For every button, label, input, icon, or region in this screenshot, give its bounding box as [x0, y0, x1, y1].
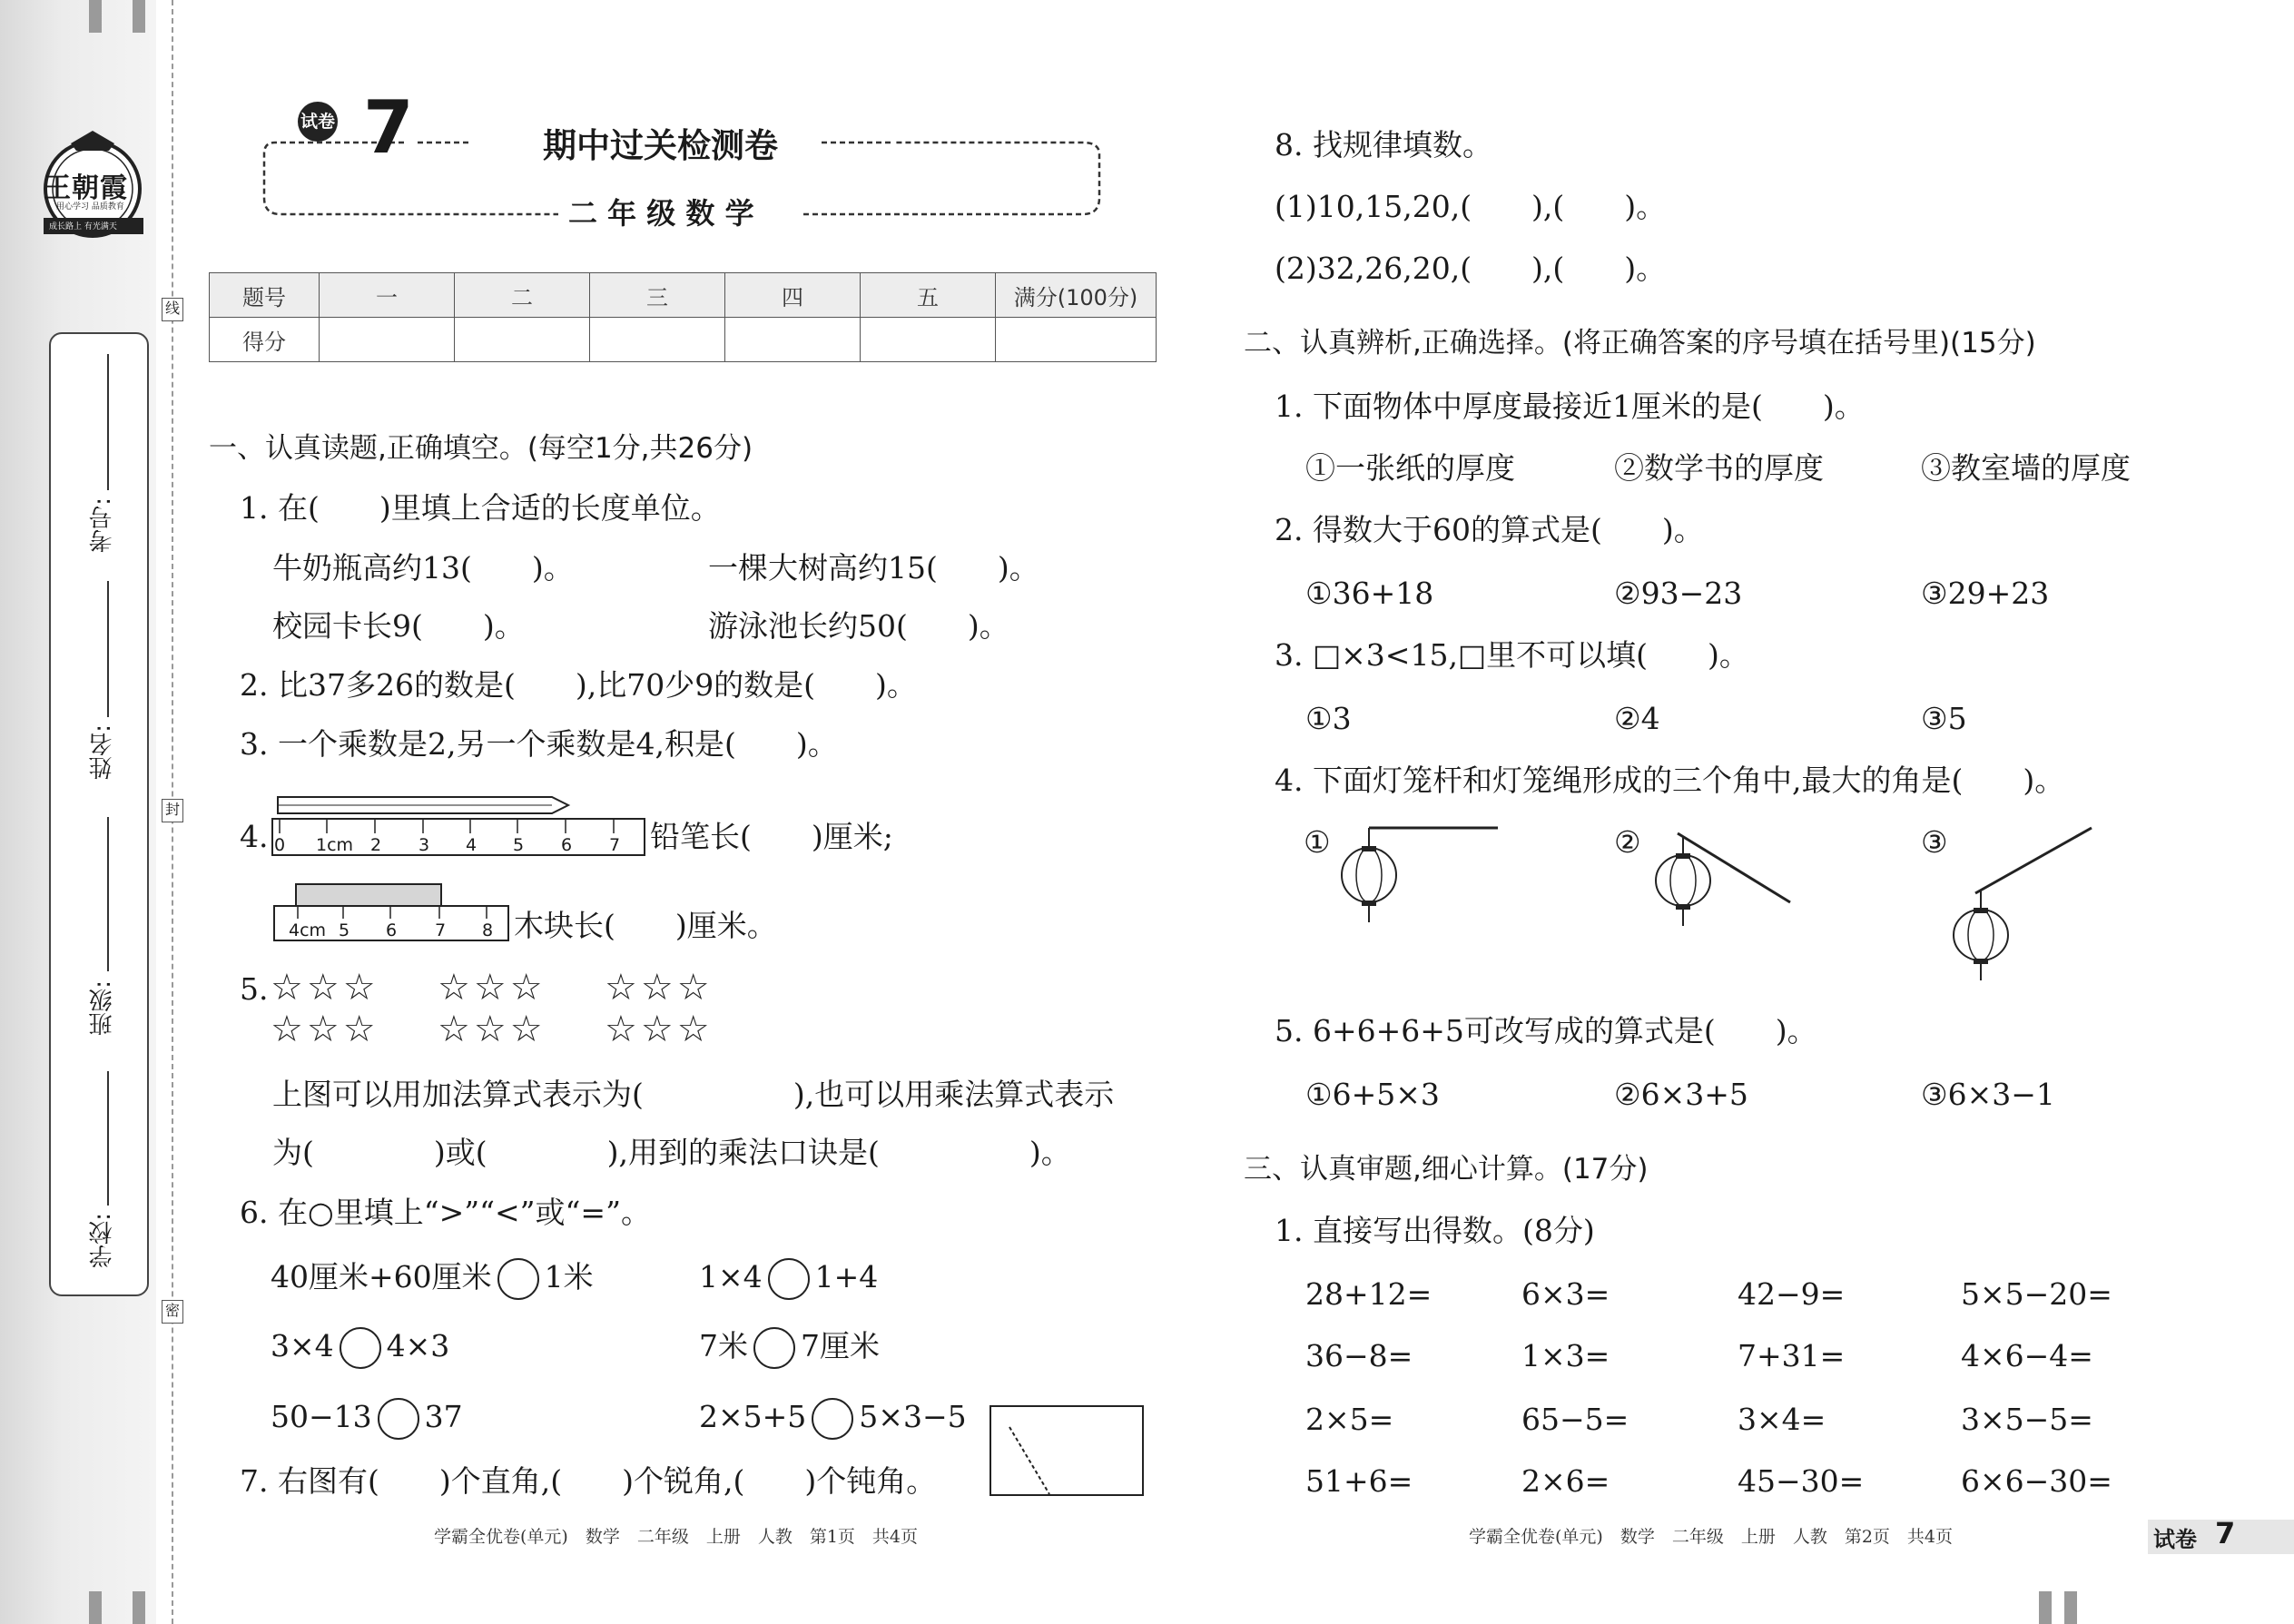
class-label: 班级: — [89, 980, 116, 1036]
question-1d: 游泳池长约50( )。 — [708, 608, 1009, 644]
exam-number-line[interactable] — [107, 354, 109, 490]
compare-item-2 — [699, 1258, 878, 1300]
footer-right: 学霸全优卷(单元) 数学 二年级 上册 人教 第2页 共4页 — [1469, 1527, 1954, 1547]
question-4a: 铅笔长( )厘米; — [650, 819, 893, 854]
lantern-option-label[interactable]: ② — [1614, 824, 1641, 860]
compare-right: 1+4 — [814, 1259, 879, 1294]
ruler-2-tick: 4cm — [289, 920, 327, 940]
compare-item-1 — [271, 1258, 594, 1300]
choice-2-option[interactable]: ②93−23 — [1614, 576, 1743, 611]
choice-1-option[interactable]: ③教室墙的厚度 — [1921, 450, 2131, 486]
corner-badge-label: 试卷 — [2153, 1527, 2197, 1552]
compare-circle[interactable] — [378, 1398, 419, 1440]
question-6: 6. 在○里填上“>”“<”或“=”。 — [240, 1195, 651, 1230]
ruler-2-tick: 7 — [435, 920, 447, 940]
section-1-heading: 一、认真读题,正确填空。(每空1分,共26分) — [209, 432, 753, 465]
score-input-cell[interactable] — [861, 318, 996, 362]
ruler-1-tick: 7 — [609, 835, 621, 855]
section-2-heading: 二、认真辨析,正确选择。(将正确答案的序号填在括号里)(15分) — [1244, 327, 2036, 359]
calc-item: 42−9= — [1738, 1276, 1846, 1312]
question-5-number: 5. — [240, 971, 269, 1007]
ruler-1-tick: 2 — [370, 835, 382, 855]
calc-item: 7+31= — [1738, 1338, 1846, 1373]
compare-left: 3×4 — [271, 1328, 334, 1363]
calc-question-1: 1. 直接写出得数。(8分) — [1275, 1213, 1595, 1248]
score-input-cell[interactable] — [996, 318, 1157, 362]
score-head-cell: 满分(100分) — [996, 273, 1157, 318]
lantern-option-label[interactable]: ① — [1304, 824, 1331, 860]
compare-left: 40厘米+60厘米 — [271, 1259, 492, 1294]
name-label: 姓名: — [89, 724, 116, 780]
calc-item: 2×6= — [1521, 1463, 1610, 1499]
footer-left: 学霸全优卷(单元) 数学 二年级 上册 人教 第1页 共4页 — [434, 1527, 919, 1547]
question-8: 8. 找规律填数。 — [1275, 127, 1492, 162]
lantern-figure-1 — [1334, 821, 1507, 930]
page-title: 期中过关检测卷 — [543, 126, 778, 165]
choice-3-option[interactable]: ③5 — [1921, 701, 1967, 736]
compare-left: 1×4 — [699, 1259, 763, 1294]
score-head-cell: 五 — [861, 273, 996, 318]
crop-mark — [133, 0, 145, 33]
calc-item: 51+6= — [1305, 1463, 1413, 1499]
score-input-cell[interactable] — [725, 318, 861, 362]
compare-circle[interactable] — [768, 1258, 810, 1300]
choice-3-option[interactable]: ②4 — [1614, 701, 1660, 736]
choice-1-option[interactable]: ①一张纸的厚度 — [1305, 450, 1515, 486]
lantern-figure-2 — [1645, 821, 1817, 930]
score-value-row — [210, 318, 1157, 362]
question-4-number: 4. — [240, 819, 269, 854]
choice-2-option[interactable]: ③29+23 — [1921, 576, 2050, 611]
crop-mark — [2064, 1591, 2077, 1624]
compare-right: 37 — [424, 1399, 463, 1434]
question-1c: 校园卡长9( )。 — [272, 608, 525, 644]
ruler-2-tick: 5 — [339, 920, 350, 940]
exam-number-label: 考号: — [89, 497, 116, 553]
seal-mark-seal: 封 — [162, 799, 183, 822]
logo-motto: 成长路上 有光满天 — [49, 222, 117, 231]
calc-item: 3×5−5= — [1961, 1402, 2093, 1437]
ruler-1-tick: 6 — [561, 835, 573, 855]
question-7: 7. 右图有( )个直角,( )个锐角,( )个钝角。 — [240, 1463, 937, 1499]
section-3-heading: 三、认真审题,细心计算。(17分) — [1244, 1153, 1649, 1186]
ruler-2-tick: 6 — [386, 920, 398, 940]
page-subtitle: 二 年 级 数 学 — [568, 196, 754, 231]
choice-3-option[interactable]: ①3 — [1305, 701, 1352, 736]
score-head-cell: 三 — [590, 273, 725, 318]
choice-2: 2. 得数大于60的算式是( )。 — [1275, 512, 1704, 547]
score-header-row — [210, 273, 1157, 318]
star-group: ☆☆☆ — [438, 967, 546, 1009]
choice-5-option[interactable]: ①6+5×3 — [1305, 1077, 1440, 1112]
score-input-cell[interactable] — [455, 318, 590, 362]
logo-text: 王朝霞 — [44, 172, 128, 204]
calc-item: 1×3= — [1521, 1338, 1610, 1373]
ruler-1-tick: 4 — [466, 835, 478, 855]
compare-circle[interactable] — [340, 1327, 381, 1369]
compare-left: 2×5+5 — [699, 1399, 807, 1434]
school-line[interactable] — [107, 1071, 109, 1206]
crop-mark — [2039, 1591, 2052, 1624]
name-line[interactable] — [107, 581, 109, 717]
calc-item: 28+12= — [1305, 1276, 1433, 1312]
choice-2-option[interactable]: ①36+18 — [1305, 576, 1434, 611]
calc-item: 4×6−4= — [1961, 1338, 2093, 1373]
star-group: ☆☆☆ — [605, 1009, 714, 1050]
question-1a: 牛奶瓶高约13( )。 — [272, 550, 574, 586]
seal-mark-line: 线 — [162, 298, 183, 321]
compare-item-6 — [699, 1398, 967, 1440]
lantern-option-label[interactable]: ③ — [1921, 824, 1948, 860]
compare-left: 50−13 — [271, 1399, 372, 1434]
lantern-figure-3 — [1952, 821, 2097, 984]
class-line[interactable] — [107, 817, 109, 971]
compare-item-4 — [699, 1327, 880, 1369]
ruler-1-tick: 3 — [418, 835, 430, 855]
score-head-cell: 二 — [455, 273, 590, 318]
score-head-cell: 题号 — [210, 273, 320, 318]
compare-right: 1米 — [544, 1259, 594, 1294]
compare-right: 5×3−5 — [859, 1399, 967, 1434]
score-input-cell[interactable] — [320, 318, 455, 362]
compare-item-3 — [271, 1327, 449, 1369]
crop-mark — [133, 1591, 145, 1624]
score-label-cell: 得分 — [210, 318, 320, 362]
question-2: 2. 比37多26的数是( ),比70少9的数是( )。 — [240, 667, 917, 703]
question-8a: (1)10,15,20,( ),( )。 — [1275, 189, 1667, 224]
compare-circle[interactable] — [812, 1398, 853, 1440]
compare-circle[interactable] — [497, 1258, 539, 1300]
score-table — [209, 272, 1157, 362]
compare-left: 7米 — [699, 1328, 748, 1363]
choice-5-option[interactable]: ③6×3−1 — [1921, 1077, 2055, 1112]
ruler-2-tick: 8 — [482, 920, 494, 940]
score-head-cell: 一 — [320, 273, 455, 318]
calc-item: 2×5= — [1305, 1402, 1394, 1437]
question-3: 3. 一个乘数是2,另一个乘数是4,积是( )。 — [240, 726, 838, 762]
angle-figure — [989, 1405, 1146, 1498]
compare-item-5 — [271, 1398, 463, 1440]
compare-right: 7厘米 — [801, 1328, 880, 1363]
seal-mark-close: 密 — [162, 1300, 183, 1324]
paper-number: 7 — [363, 85, 414, 170]
compare-right: 4×3 — [386, 1328, 450, 1363]
school-label: 学校: — [89, 1213, 116, 1268]
compare-circle[interactable] — [753, 1327, 795, 1369]
calc-item: 45−30= — [1738, 1463, 1865, 1499]
score-head-cell: 四 — [725, 273, 861, 318]
choice-3: 3. □×3<15,□里不可以填( )。 — [1275, 637, 1749, 673]
choice-5: 5. 6+6+6+5可改写成的算式是( )。 — [1275, 1013, 1817, 1048]
score-input-cell[interactable] — [590, 318, 725, 362]
choice-4: 4. 下面灯笼杆和灯笼绳形成的三个角中,最大的角是( )。 — [1275, 763, 2065, 798]
choice-5-option[interactable]: ②6×3+5 — [1614, 1077, 1748, 1112]
crop-mark — [89, 1591, 102, 1624]
corner-badge-number: 7 — [2215, 1516, 2236, 1550]
paper-badge: 试卷 — [298, 102, 338, 142]
choice-1: 1. 下面物体中厚度最接近1厘米的是( )。 — [1275, 389, 1865, 424]
ruler-1-tick: 1cm — [316, 835, 354, 855]
calc-item: 6×6−30= — [1961, 1463, 2112, 1499]
crop-mark — [89, 0, 102, 33]
star-group: ☆☆☆ — [271, 1009, 379, 1050]
question-5b: 为( )或( ),用到的乘法口诀是( )。 — [272, 1135, 1071, 1170]
star-group: ☆☆☆ — [271, 967, 379, 1009]
question-5a: 上图可以用加法算式表示为( ),也可以用乘法算式表示 — [272, 1077, 1115, 1112]
star-group: ☆☆☆ — [605, 967, 714, 1009]
calc-item: 5×5−20= — [1961, 1276, 2112, 1312]
star-group: ☆☆☆ — [438, 1009, 546, 1050]
calc-item: 65−5= — [1521, 1402, 1629, 1437]
calc-item: 36−8= — [1305, 1338, 1413, 1373]
question-4b: 木块长( )厘米。 — [514, 908, 777, 943]
student-info-box — [49, 332, 149, 1296]
ruler-1-tick: 0 — [274, 835, 286, 855]
choice-1-option[interactable]: ②数学书的厚度 — [1614, 450, 1824, 486]
question-8b: (2)32,26,20,( ),( )。 — [1275, 251, 1667, 286]
logo-sub: 用心学习 品质教育 — [56, 202, 124, 212]
ruler-1-tick: 5 — [513, 835, 525, 855]
question-1: 1. 在( )里填上合适的长度单位。 — [240, 490, 721, 526]
calc-item: 6×3= — [1521, 1276, 1610, 1312]
calc-item: 3×4= — [1738, 1402, 1826, 1437]
question-1b: 一棵大树高约15( )。 — [708, 550, 1039, 586]
